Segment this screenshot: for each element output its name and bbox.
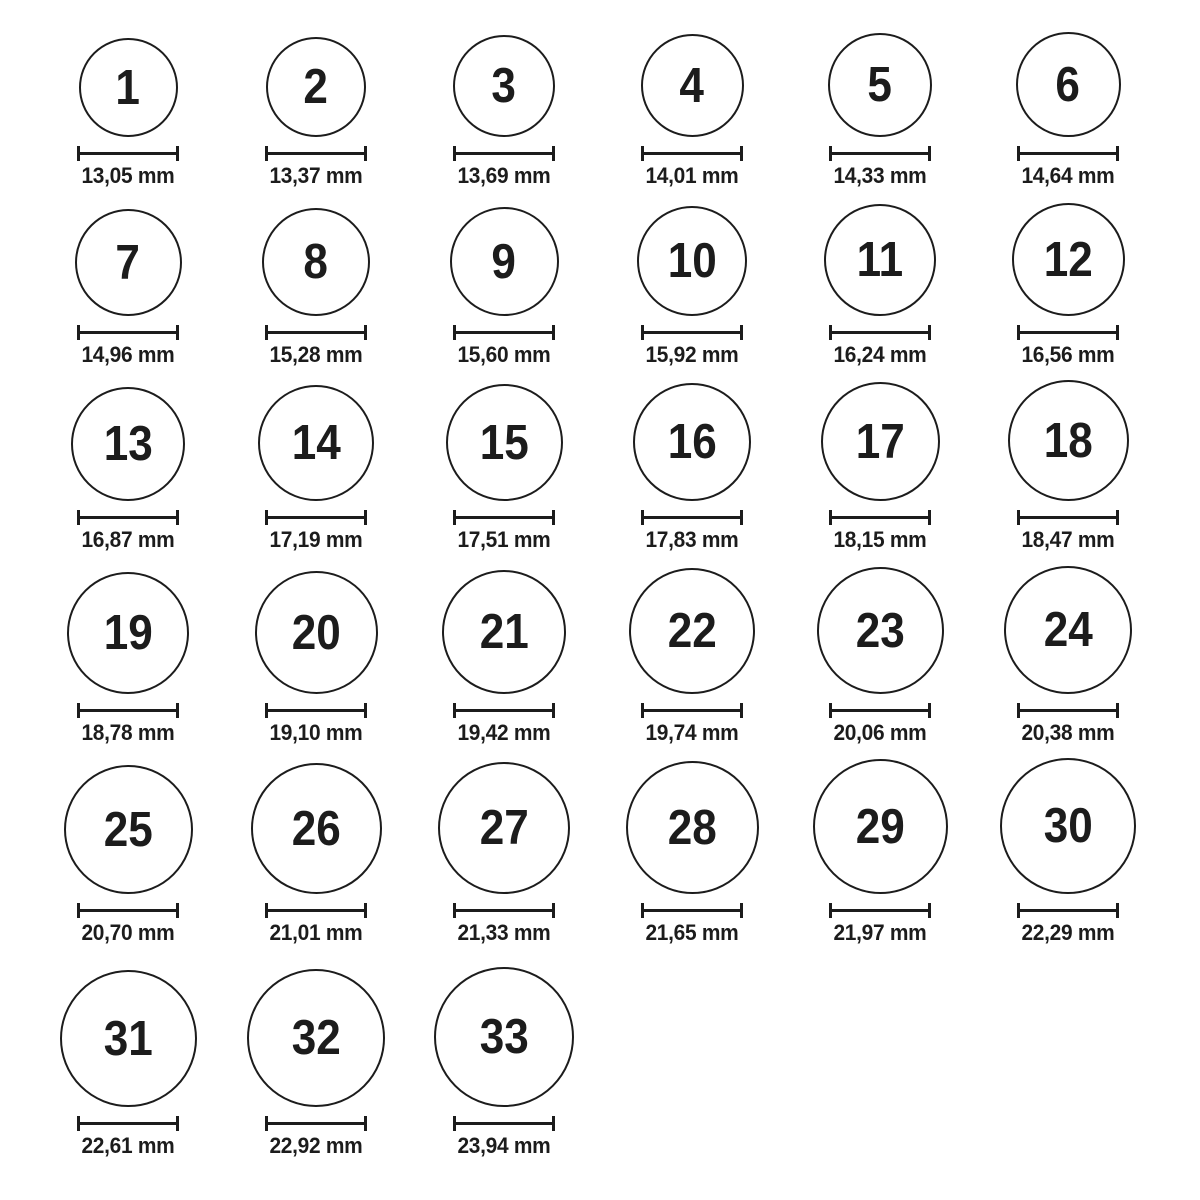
measure-tick-right-icon [1116, 703, 1119, 718]
ring-circle [813, 759, 948, 894]
ring-size-number: 8 [303, 235, 329, 289]
measure-bar [456, 331, 552, 334]
ring-circle [453, 35, 555, 137]
ring-size-item-2 [222, 37, 410, 188]
ring-circle [262, 208, 370, 316]
diameter-label: 18,47 mm [1021, 527, 1115, 552]
ring-circle [266, 37, 366, 137]
measure-tick-right-icon [928, 903, 931, 918]
ring-size-item-4 [598, 34, 786, 188]
ring-size-number: 2 [303, 60, 329, 114]
measure-bar [832, 331, 928, 334]
ring-size-number: 23 [855, 603, 905, 658]
measure-bar [456, 1122, 552, 1125]
measure-tick-right-icon [364, 903, 367, 918]
ring-size-number: 5 [867, 58, 893, 112]
measure-tick-right-icon [740, 703, 743, 718]
diameter-measure-line [453, 146, 555, 161]
measure-bar [832, 709, 928, 712]
measure-tick-right-icon [928, 146, 931, 161]
ring-circle [64, 765, 193, 894]
diameter-measure-line [265, 1116, 367, 1131]
measure-tick-right-icon [176, 325, 179, 340]
measure-tick-right-icon [928, 325, 931, 340]
ring-circle [434, 967, 574, 1107]
ring-circle [629, 568, 755, 694]
diameter-measure-line [641, 703, 743, 718]
measure-tick-right-icon [364, 146, 367, 161]
diameter-label: 23,94 mm [457, 1133, 551, 1158]
ring-size-number: 32 [291, 1011, 341, 1065]
ring-size-number: 33 [479, 1010, 529, 1064]
ring-circle [79, 38, 178, 137]
diameter-measure-line [641, 903, 743, 918]
measure-bar [1020, 152, 1116, 155]
ring-size-item-25 [34, 765, 222, 945]
diameter-measure-line [1017, 903, 1119, 918]
ring-size-item-1 [34, 38, 222, 188]
ring-size-item-7 [34, 209, 222, 367]
measure-bar [456, 152, 552, 155]
diameter-measure-line [829, 703, 931, 718]
ring-size-item-3 [410, 35, 598, 188]
ring-size-number: 20 [291, 605, 341, 660]
diameter-label: 22,29 mm [1021, 920, 1115, 945]
ring-size-number: 7 [115, 235, 141, 290]
ring-size-number: 1 [115, 60, 141, 115]
measure-bar [832, 516, 928, 519]
diameter-measure-line [829, 510, 931, 525]
diameter-measure-line [265, 510, 367, 525]
ring-size-number: 25 [103, 802, 153, 857]
diameter-measure-line [829, 325, 931, 340]
measure-tick-right-icon [928, 703, 931, 718]
ring-size-item-33 [410, 967, 598, 1158]
diameter-label: 13,05 mm [81, 163, 175, 188]
ring-size-item-17 [786, 382, 974, 552]
measure-tick-right-icon [1116, 325, 1119, 340]
ring-size-item-5 [786, 33, 974, 188]
measure-bar [456, 709, 552, 712]
ring-circle [446, 384, 563, 501]
ring-size-number: 10 [667, 234, 717, 288]
ring-size-item-24 [974, 566, 1162, 745]
ring-size-item-15 [410, 384, 598, 552]
diameter-measure-line [265, 146, 367, 161]
ring-size-item-16 [598, 383, 786, 552]
ring-circle [626, 761, 759, 894]
diameter-measure-line [641, 510, 743, 525]
measure-tick-right-icon [552, 146, 555, 161]
diameter-label: 13,69 mm [457, 163, 551, 188]
measure-bar [268, 331, 364, 334]
measure-bar [1020, 909, 1116, 912]
diameter-label: 17,83 mm [645, 527, 739, 552]
diameter-measure-line [453, 325, 555, 340]
diameter-label: 21,65 mm [645, 920, 739, 945]
ring-size-item-31 [34, 970, 222, 1158]
measure-bar [80, 516, 176, 519]
measure-tick-right-icon [364, 325, 367, 340]
ring-size-item-10 [598, 206, 786, 367]
measure-tick-right-icon [1116, 146, 1119, 161]
diameter-label: 20,06 mm [833, 720, 927, 745]
diameter-measure-line [829, 903, 931, 918]
measure-bar [268, 516, 364, 519]
measure-bar [1020, 331, 1116, 334]
ring-circle [817, 567, 944, 694]
diameter-measure-line [1017, 325, 1119, 340]
ring-size-item-12 [974, 203, 1162, 367]
ring-size-number: 14 [291, 416, 341, 470]
ring-circle [450, 207, 559, 316]
ring-size-number: 12 [1043, 232, 1093, 287]
diameter-label: 21,33 mm [457, 920, 551, 945]
diameter-label: 16,87 mm [81, 527, 175, 552]
measure-tick-right-icon [176, 146, 179, 161]
ring-size-number: 9 [491, 234, 517, 289]
ring-circle [251, 763, 382, 894]
diameter-label: 14,96 mm [81, 342, 175, 367]
measure-tick-right-icon [364, 510, 367, 525]
size-row-5 [0, 745, 1200, 945]
ring-circle [637, 206, 747, 316]
diameter-label: 21,01 mm [269, 920, 363, 945]
diameter-label: 15,92 mm [645, 342, 739, 367]
measure-bar [80, 331, 176, 334]
ring-size-number: 22 [667, 604, 717, 658]
measure-tick-right-icon [364, 703, 367, 718]
measure-tick-right-icon [552, 510, 555, 525]
measure-bar [644, 152, 740, 155]
measure-bar [456, 909, 552, 912]
diameter-measure-line [453, 1116, 555, 1131]
measure-bar [268, 1122, 364, 1125]
measure-tick-right-icon [364, 1116, 367, 1131]
ring-size-number: 4 [679, 58, 705, 113]
measure-bar [80, 1122, 176, 1125]
ring-circle [255, 571, 378, 694]
ring-size-item-20 [222, 571, 410, 745]
diameter-label: 14,64 mm [1021, 163, 1115, 188]
diameter-label: 19,74 mm [645, 720, 739, 745]
measure-tick-right-icon [552, 703, 555, 718]
diameter-label: 20,38 mm [1021, 720, 1115, 745]
ring-circle [71, 387, 185, 501]
diameter-label: 17,19 mm [269, 527, 363, 552]
ring-size-number: 6 [1055, 57, 1081, 112]
diameter-measure-line [1017, 146, 1119, 161]
ring-circle [1016, 32, 1121, 137]
ring-size-item-18 [974, 380, 1162, 552]
ring-size-item-29 [786, 759, 974, 945]
ring-size-number: 26 [291, 801, 341, 856]
measure-tick-right-icon [740, 510, 743, 525]
ring-circle [824, 204, 936, 316]
ring-size-number: 16 [667, 415, 717, 469]
diameter-label: 15,60 mm [457, 342, 551, 367]
ring-size-number: 27 [479, 801, 529, 855]
diameter-label: 14,33 mm [833, 163, 927, 188]
ring-circle [67, 572, 189, 694]
ring-circle [247, 969, 385, 1107]
ring-size-number: 19 [103, 606, 153, 660]
diameter-measure-line [453, 703, 555, 718]
measure-bar [1020, 709, 1116, 712]
diameter-label: 22,61 mm [81, 1133, 175, 1158]
diameter-label: 16,24 mm [833, 342, 927, 367]
diameter-label: 16,56 mm [1021, 342, 1115, 367]
ring-circle [1004, 566, 1132, 694]
diameter-label: 17,51 mm [457, 527, 551, 552]
measure-bar [268, 709, 364, 712]
size-row-4 [0, 552, 1200, 745]
measure-tick-right-icon [176, 703, 179, 718]
diameter-measure-line [77, 325, 179, 340]
ring-circle [438, 762, 570, 894]
ring-circle [442, 570, 566, 694]
measure-tick-right-icon [552, 325, 555, 340]
diameter-measure-line [265, 325, 367, 340]
diameter-measure-line [829, 146, 931, 161]
diameter-label: 21,97 mm [833, 920, 927, 945]
ring-size-number: 21 [479, 605, 529, 659]
ring-size-number: 30 [1043, 799, 1093, 853]
measure-tick-right-icon [740, 903, 743, 918]
measure-tick-right-icon [552, 903, 555, 918]
measure-bar [644, 331, 740, 334]
ring-size-item-27 [410, 762, 598, 945]
ring-size-item-21 [410, 570, 598, 745]
diameter-label: 22,92 mm [269, 1133, 363, 1158]
measure-bar [644, 709, 740, 712]
diameter-measure-line [77, 510, 179, 525]
measure-bar [832, 909, 928, 912]
ring-size-number: 17 [855, 414, 905, 469]
measure-bar [644, 516, 740, 519]
diameter-measure-line [453, 903, 555, 918]
diameter-measure-line [265, 703, 367, 718]
diameter-measure-line [453, 510, 555, 525]
measure-tick-right-icon [1116, 510, 1119, 525]
ring-size-item-30 [974, 758, 1162, 945]
diameter-label: 14,01 mm [645, 163, 739, 188]
ring-circle [828, 33, 932, 137]
measure-bar [80, 909, 176, 912]
measure-tick-right-icon [552, 1116, 555, 1131]
measure-bar [268, 152, 364, 155]
ring-size-item-14 [222, 385, 410, 552]
ring-size-item-28 [598, 761, 786, 945]
ring-size-number: 18 [1043, 413, 1093, 468]
measure-bar [80, 152, 176, 155]
ring-size-number: 31 [103, 1011, 153, 1066]
measure-bar [1020, 516, 1116, 519]
size-row-2 [0, 188, 1200, 367]
diameter-measure-line [77, 903, 179, 918]
ring-size-item-11 [786, 204, 974, 367]
diameter-measure-line [1017, 703, 1119, 718]
diameter-measure-line [641, 146, 743, 161]
measure-bar [832, 152, 928, 155]
ring-size-item-9 [410, 207, 598, 367]
diameter-label: 18,78 mm [81, 720, 175, 745]
ring-size-item-32 [222, 969, 410, 1158]
diameter-label: 19,10 mm [269, 720, 363, 745]
diameter-measure-line [641, 325, 743, 340]
size-row-6 [0, 945, 1200, 1158]
ring-size-item-8 [222, 208, 410, 367]
diameter-measure-line [77, 1116, 179, 1131]
diameter-label: 18,15 mm [833, 527, 927, 552]
measure-tick-right-icon [740, 325, 743, 340]
diameter-measure-line [77, 703, 179, 718]
diameter-label: 13,37 mm [269, 163, 363, 188]
ring-size-number: 3 [491, 59, 517, 113]
ring-size-item-26 [222, 763, 410, 945]
ring-circle [258, 385, 374, 501]
ring-circle [1000, 758, 1136, 894]
ring-circle [1012, 203, 1125, 316]
ring-circle [641, 34, 744, 137]
ring-size-number: 29 [855, 799, 905, 854]
measure-bar [80, 709, 176, 712]
measure-tick-right-icon [176, 510, 179, 525]
measure-tick-right-icon [740, 146, 743, 161]
measure-bar [456, 516, 552, 519]
ring-size-number: 24 [1043, 603, 1093, 657]
diameter-measure-line [77, 146, 179, 161]
diameter-measure-line [265, 903, 367, 918]
ring-circle [1008, 380, 1129, 501]
diameter-label: 19,42 mm [457, 720, 551, 745]
ring-size-item-19 [34, 572, 222, 745]
ring-size-number: 11 [856, 233, 904, 287]
ring-circle [60, 970, 197, 1107]
measure-tick-right-icon [928, 510, 931, 525]
size-row-1 [0, 0, 1200, 188]
ring-size-number: 28 [667, 800, 717, 855]
ring-size-item-22 [598, 568, 786, 745]
ring-size-number: 13 [103, 417, 153, 471]
size-row-3 [0, 367, 1200, 552]
measure-tick-right-icon [176, 1116, 179, 1131]
ring-circle [75, 209, 182, 316]
diameter-label: 15,28 mm [269, 342, 363, 367]
ring-size-item-13 [34, 387, 222, 552]
measure-bar [644, 909, 740, 912]
diameter-label: 20,70 mm [81, 920, 175, 945]
measure-tick-right-icon [1116, 903, 1119, 918]
ring-size-item-6 [974, 32, 1162, 188]
ring-circle [821, 382, 940, 501]
ring-circle [633, 383, 751, 501]
ring-size-number: 15 [479, 415, 529, 470]
diameter-measure-line [1017, 510, 1119, 525]
ring-size-item-23 [786, 567, 974, 745]
measure-bar [268, 909, 364, 912]
measure-tick-right-icon [176, 903, 179, 918]
